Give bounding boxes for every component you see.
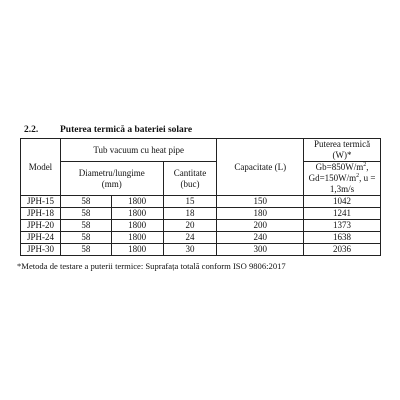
cell-power: 2036 (304, 244, 381, 256)
cell-diameter: 58 (60, 220, 111, 232)
header-quantity-label: Cantitate (173, 167, 207, 178)
cell-model: JPH-20 (21, 220, 61, 232)
cell-capacity: 300 (217, 244, 304, 256)
section-heading (24, 125, 192, 135)
section-title: Puterea termică a bateriei solare (60, 125, 193, 135)
header-thermal-power: Puterea termică (W)* (304, 139, 381, 162)
cell-quantity: 20 (163, 220, 217, 232)
cell-capacity: 150 (217, 196, 304, 208)
cell-length: 1800 (111, 220, 163, 232)
table-row (21, 208, 381, 220)
cell-power: 1638 (304, 232, 381, 244)
cell-model: JPH-18 (21, 208, 61, 220)
cell-quantity: 15 (163, 196, 217, 208)
section-number: 2.2. (24, 125, 39, 135)
thermal-power-table (20, 138, 381, 256)
cell-power: 1373 (304, 220, 381, 232)
header-model: Model (21, 139, 61, 196)
header-test-conditions (304, 162, 381, 196)
condition-wind: 1,3m/s (329, 184, 355, 194)
cell-diameter: 58 (60, 208, 111, 220)
cell-length: 1800 (111, 244, 163, 256)
condition-gb: $Gb=850W/m^2$, (315, 162, 369, 172)
table-row (21, 232, 381, 244)
cell-capacity: 200 (217, 220, 304, 232)
condition-gd: $Gd=150W/m^2$, u = (308, 173, 376, 183)
cell-length: 1800 (111, 208, 163, 220)
cell-quantity: 24 (163, 232, 217, 244)
cell-model: JPH-15 (21, 196, 61, 208)
cell-quantity: 18 (163, 208, 217, 220)
cell-power: 1042 (304, 196, 381, 208)
header-row-1 (21, 139, 381, 162)
cell-model: JPH-30 (21, 244, 61, 256)
header-diameter-length-unit: (mm) (101, 178, 122, 189)
table-row (21, 244, 381, 256)
header-capacity: Capacitate (L) (217, 139, 304, 196)
cell-model: JPH-24 (21, 232, 61, 244)
cell-capacity: 240 (217, 232, 304, 244)
cell-length: 1800 (111, 232, 163, 244)
cell-capacity: 180 (217, 208, 304, 220)
header-row-2 (21, 162, 381, 196)
footnote: *Metoda de testare a puterii termice: Suprafața totală conform ISO 9806:2017 (17, 261, 286, 271)
header-quantity-unit: (buc) (180, 178, 200, 189)
header-tube-group: Tub vacuum cu heat pipe (60, 139, 217, 162)
cell-power: 1241 (304, 208, 381, 220)
header-diameter-length-label: Diametru/lungime (78, 167, 145, 178)
cell-length: 1800 (111, 196, 163, 208)
cell-diameter: 58 (60, 244, 111, 256)
cell-quantity: 30 (163, 244, 217, 256)
table-row (21, 196, 381, 208)
header-diameter-length (60, 162, 163, 196)
header-quantity (163, 162, 217, 196)
cell-diameter: 58 (60, 232, 111, 244)
table-row (21, 220, 381, 232)
cell-diameter: 58 (60, 196, 111, 208)
